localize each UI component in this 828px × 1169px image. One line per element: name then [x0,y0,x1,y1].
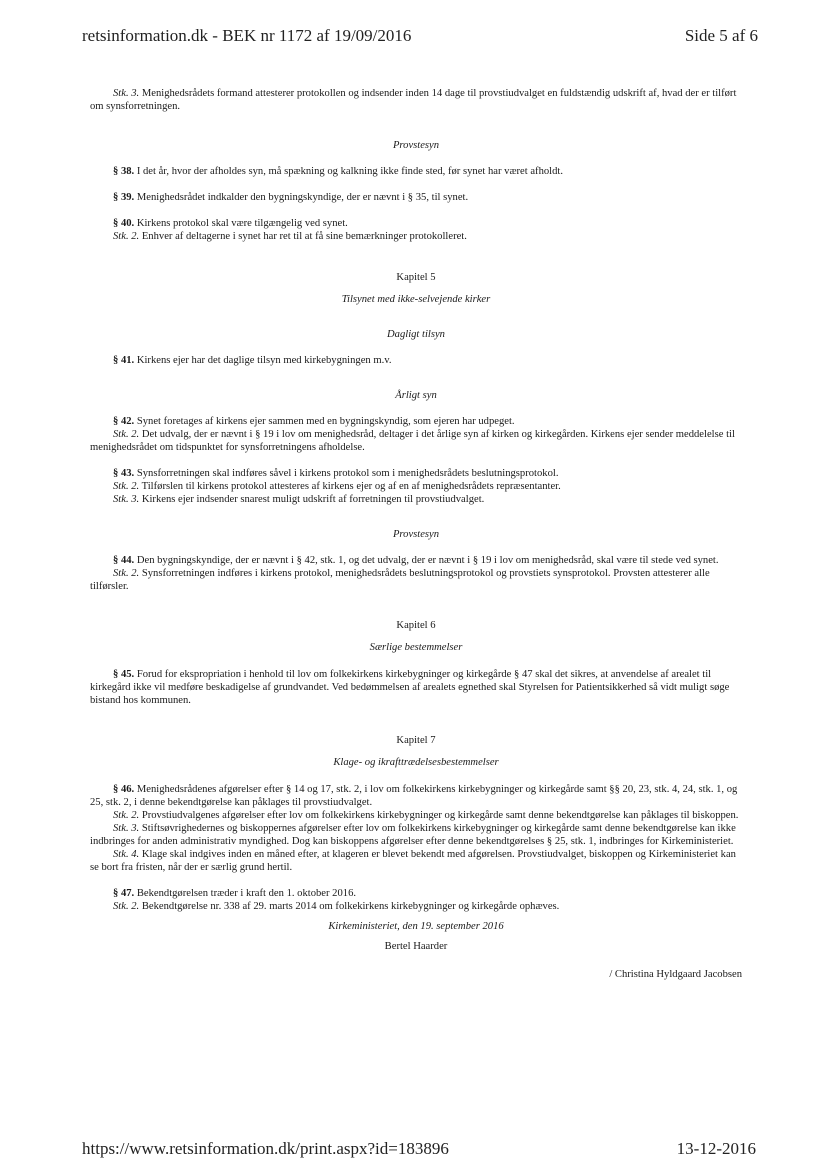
paragraph-43-stk3: Stk. 3. Kirkens ejer indsender snarest muligt udskrift af forretningen til provstiudvalget. [113,494,485,505]
footer-url: https://www.retsinformation.dk/print.aspx?id=183896 [82,1139,449,1158]
paragraph-47: § 47. Bekendtgørelsen træder i kraft den 1. oktober 2016. [113,888,357,899]
heading-provstesyn-2: Provstesyn [392,529,440,540]
paragraph-42: § 42. Synet foretages af kirkens ejer sammen med en bygningskyndig, som ejeren har udpeget. [113,416,515,427]
heading-aarligt-syn: Årligt syn [395,390,437,401]
paragraph-46: § 46. Menighedsrådenes afgørelser efter § 14 og 17, stk. 2, i lov om folkekirkens kirkebygninger og kirkegårde samt §§ 20, 23, stk. 4, 24, stk. 1, og 25, stk. 2, i denne bekendtgørelse kan påklages til provstiudvalget. [90,784,738,808]
paragraph-37-stk3: Stk. 3. Menighedsrådets formand attesterer protokollen og indsender inden 14 dage til provstiudvalget en fuldstændig udskrift af, hvad der er tilført om synsforretningen. [90,88,737,112]
chapter-6-heading: Kapitel 6 [396,620,436,631]
paragraph-41: § 41. Kirkens ejer har det daglige tilsyn med kirkebygningen m.v. [113,355,392,366]
signature-official: / Christina Hyldgaard Jacobsen [609,969,742,980]
document-body [90,87,742,981]
chapter-7-title: Klage- og ikrafttrædelsesbestemmelser [333,757,499,768]
paragraph-45: § 45. Forud for ekspropriation i henhold til lov om folkekirkens kirkebygninger og kirkegårde § 47 skal det sikres, at anvendelse af arealet til kirkegård ikke vil medføre beskadigelse af grundvandet. Ved bedømmelsen af arealets egnethed skal Styrelsen for Patientsikkerhed så vidt muligt søge bistand hos kommunen. [90,669,730,706]
heading-provstesyn: Provstesyn [392,140,440,151]
footer-date: 13-12-2016 [676,1139,756,1158]
paragraph-43-stk2: Stk. 2. Tilførslen til kirkens protokol attesteres af kirkens ejer og af en af menighedsrådets repræsentanter. [113,481,561,492]
paragraph-40-stk2: Stk. 2. Enhver af deltagerne i synet har ret til at få sine bemærkninger protokolleret. [113,231,467,242]
chapter-7-heading: Kapitel 7 [396,735,436,746]
paragraph-46-stk3: Stk. 3. Stiftsøvrighedernes og biskoppernes afgørelser efter lov om folkekirkens kirkebygninger og kirkegårde samt denne bekendtgørelse kan ikke indbringes for anden administrativ myndighed. Dog kan biskoppens afgørelser efter denne bekendtgørelses § 25, stk. 1, indbringes for Kirkeministeriet. [90,823,736,847]
page-number: Side 5 af 6 [684,26,758,45]
chapter-6-title: Særlige bestemmelser [369,642,463,653]
paragraph-46-stk4: Stk. 4. Klage skal indgives inden en måned efter, at klageren er blevet bekendt med afgørelsen. Provstiudvalget, biskoppen og Kirkeministeriet kan se bort fra fristen, når der er særlig grund hertil. [90,849,736,873]
chapter-5-heading: Kapitel 5 [396,272,436,283]
paragraph-44-stk2: Stk. 2. Synsforretningen indføres i kirkens protokol, menighedsrådets beslutningsprotokol og provstiets synsprotokol. Provsten attesterer alle tilførsler. [90,568,710,592]
paragraph-39: § 39. Menighedsrådet indkalder den bygningskyndige, der er nævnt i § 35, til synet. [113,192,469,203]
page-header-title: retsinformation.dk - BEK nr 1172 af 19/09/2016 [82,26,412,45]
heading-dagligt-tilsyn: Dagligt tilsyn [387,329,445,340]
chapter-5-title: Tilsynet med ikke-selvejende kirker [341,294,491,305]
paragraph-46-stk2: Stk. 2. Provstiudvalgenes afgørelser efter lov om folkekirkens kirkebygninger og kirkegårde samt denne bekendtgørelse kan påklages til biskoppen. [113,810,739,821]
paragraph-47-stk2: Stk. 2. Bekendtgørelse nr. 338 af 29. marts 2014 om folkekirkens kirkebygninger og kirkegårde ophæves. [113,901,560,912]
signature-place-date: Kirkeministeriet, den 19. september 2016 [328,921,504,932]
paragraph-38: § 38. I det år, hvor der afholdes syn, må spækning og kalkning ikke finde sted, før synet har været afholdt. [113,166,564,177]
paragraph-44: § 44. Den bygningskyndige, der er nævnt i § 42, stk. 1, og det udvalg, der er nævnt i § 19 i lov om menighedsråd, skal være til stede ved synet. [113,555,719,566]
paragraph-42-stk2: Stk. 2. Det udvalg, der er nævnt i § 19 i lov om menighedsråd, deltager i det årlige syn af kirken og kirkegården. Kirkens ejer sender meddelelse til menighedsrådet om tidspunktet for synsforretningens afholdelse. [90,429,735,453]
paragraph-40: § 40. Kirkens protokol skal være tilgængelig ved synet. [113,218,348,229]
paragraph-43: § 43. Synsforretningen skal indføres såvel i kirkens protokol som i menighedsrådets beslutningsprotokol. [113,468,559,479]
signature-minister: Bertel Haarder [384,941,448,952]
